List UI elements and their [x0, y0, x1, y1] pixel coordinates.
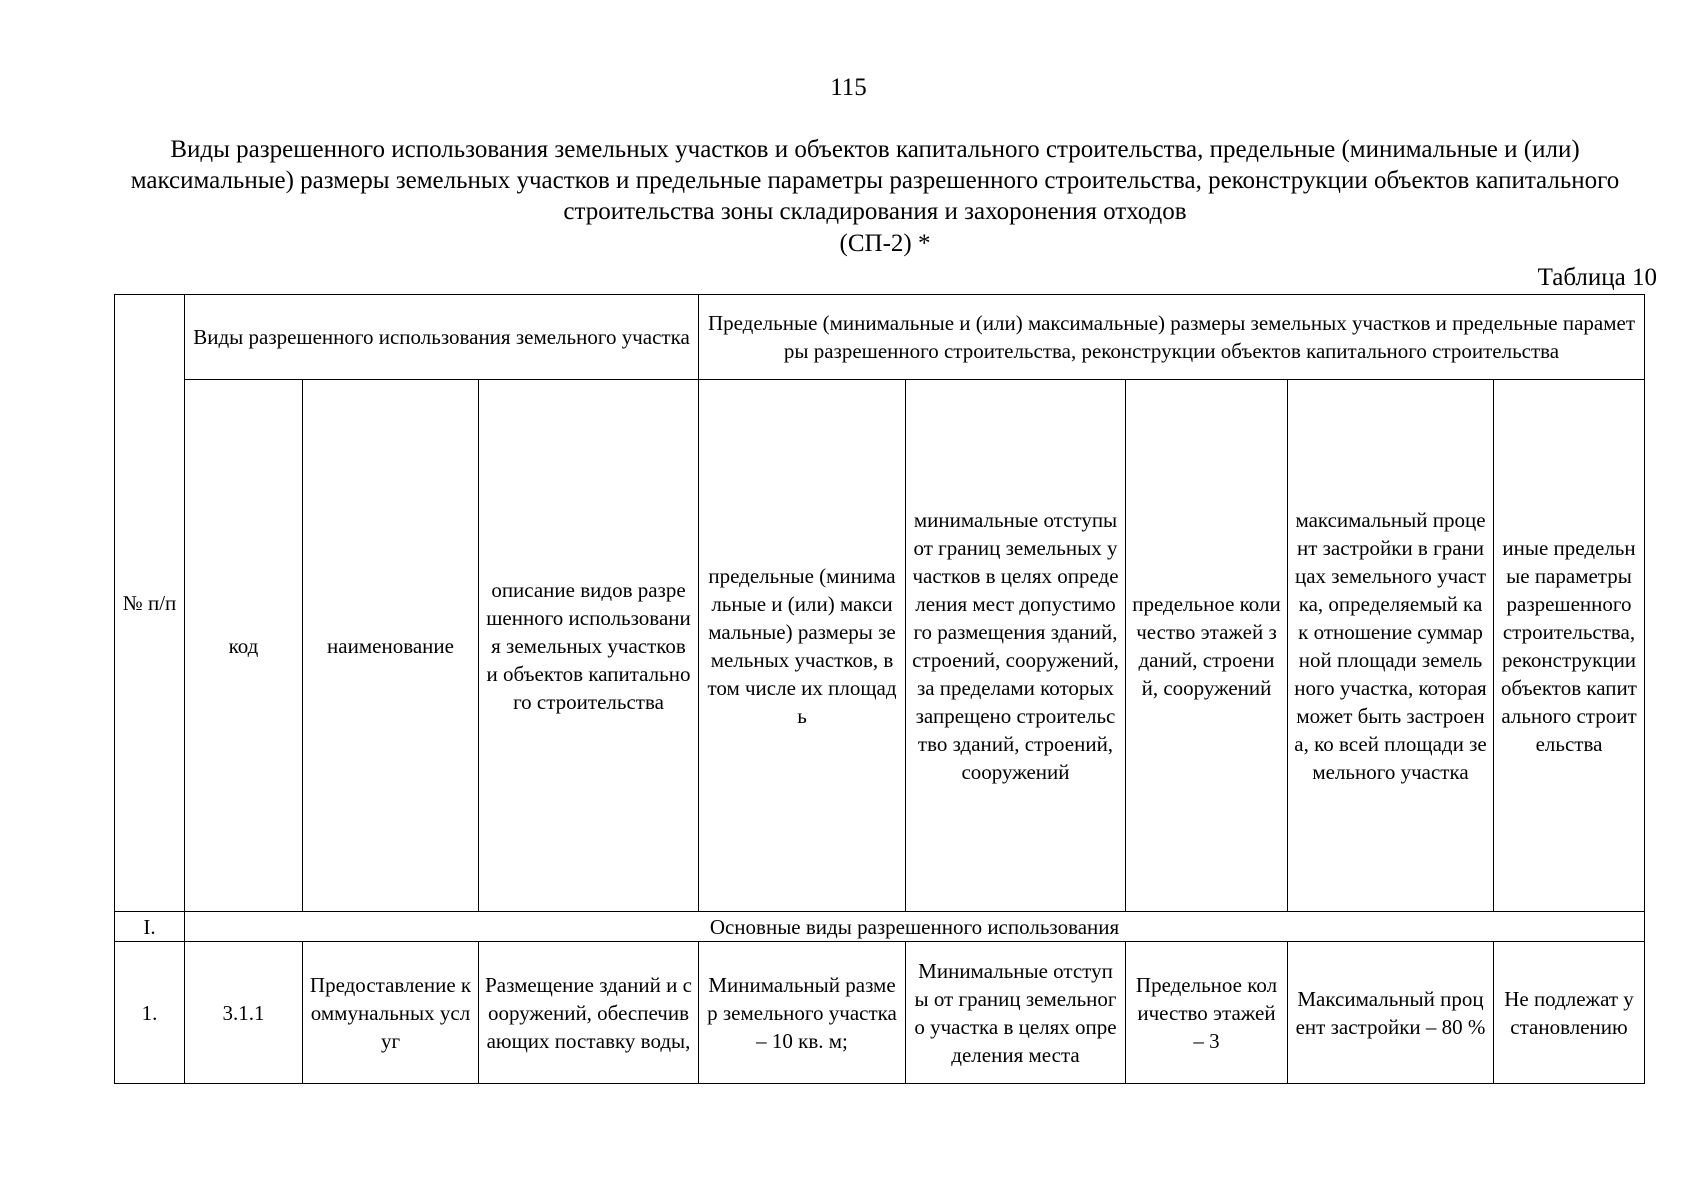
header-group-permitted-use: Виды разрешенного использования земельного участка [185, 295, 699, 380]
header-setbacks: минимальные отступы от границ земельных участков в целях определения мест допустимого размещения зданий, строений, сооружений, за пределами которых запрещено строительство зданий, строений, сооружений [906, 380, 1126, 912]
section-num: I. [115, 912, 185, 942]
header-group-limits: Предельные (минимальные и (или) максимальные) размеры земельных участков и предельные параметры разрешенного строительства, реконструкции объектов капитального строительства [699, 295, 1645, 380]
page-number: 115 [830, 74, 867, 101]
regulations-table [114, 294, 1645, 1084]
row-floors: Предельное количество этажей – 3 [1126, 942, 1288, 1084]
header-description: описание видов разрешенного использования земельных участков и объектов капитального строительства [479, 380, 699, 912]
row-size: Минимальный размер земельного участка – 10 кв. м; [699, 942, 906, 1084]
header-floors: предельное количество этажей зданий, строений, сооружений [1126, 380, 1288, 912]
header-num: № п/п [115, 295, 185, 912]
header-row-1 [115, 295, 1645, 380]
row-description: Размещение зданий и сооружений, обеспечивающих поставку воды, [479, 942, 699, 1084]
header-code: код [185, 380, 303, 912]
row-num: 1. [115, 942, 185, 1084]
zone-code: (СП-2) * [839, 230, 931, 257]
header-other: иные предельные параметры разрешенного строительства, реконструкции объектов капитального строительства [1494, 380, 1645, 912]
header-row-2 [115, 380, 1645, 912]
header-name: наименование [303, 380, 479, 912]
table-label: Таблица 10 [1537, 264, 1657, 291]
document-title: Виды разрешенного использования земельных участков и объектов капитального строительства, предельные (минимальные и (или) максимальные) размеры земельных участков и предельные параметры разрешенного строительства, реконструкции объектов капитального строительства зоны складирования и захоронения отходов [130, 136, 1620, 225]
section-row [115, 912, 1645, 942]
row-other: Не подлежат установлению [1494, 942, 1645, 1084]
row-setbacks: Минимальные отступы от границ земельного участка в целях определения места [906, 942, 1126, 1084]
table-row [115, 942, 1645, 1084]
row-coverage: Максимальный процент застройки – 80 % [1288, 942, 1494, 1084]
row-name: Предоставление коммунальных услуг [303, 942, 479, 1084]
header-size: предельные (минимальные и (или) максимальные) размеры земельных участков, в том числе их площадь [699, 380, 906, 912]
header-coverage: максимальный процент застройки в границах земельного участка, определяемый как отношение суммарной площади земельного участка, которая может быть застроена, ко всей площади земельного участка [1288, 380, 1494, 912]
section-label: Основные виды разрешенного использования [185, 912, 1645, 942]
row-code: 3.1.1 [185, 942, 303, 1084]
